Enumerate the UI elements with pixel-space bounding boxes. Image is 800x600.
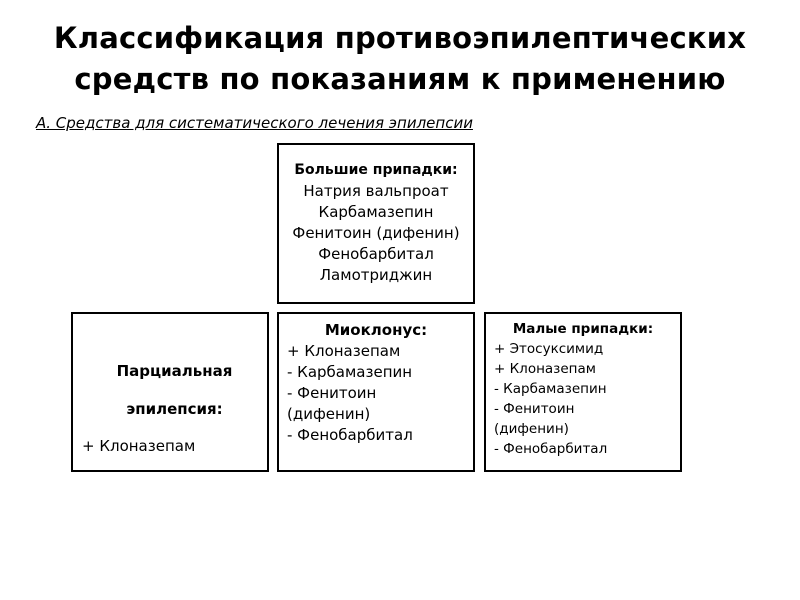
drug-item: - Карбамазепин — [287, 363, 413, 381]
drug-item: - Фенитоин — [287, 384, 377, 402]
box-myoclonus — [277, 312, 475, 472]
box-heading: Миоклонус: — [324, 321, 428, 339]
drug-item: Фенобарбитал — [318, 245, 434, 263]
drug-item: - Карбамазепин — [494, 381, 607, 397]
box-partial-epilepsy — [71, 312, 269, 472]
box-heading-line-1: Парциальная — [116, 362, 233, 380]
box-minor-seizures — [484, 312, 682, 472]
drug-item: - Фенобарбитал — [287, 426, 413, 444]
drug-item: Натрия вальпроат — [303, 182, 449, 200]
section-subtitle: А. Средства для систематического лечения эпилепсии — [36, 114, 473, 132]
box-major-seizures — [277, 143, 475, 304]
drug-item: + Клоназепам — [82, 437, 196, 455]
drug-item: (дифенин) — [494, 421, 569, 437]
drug-item: Карбамазепин — [318, 203, 434, 221]
box-heading: Малые припадки: — [512, 321, 654, 337]
drug-item: - Фенобарбитал — [494, 441, 608, 457]
title-line-2: средств по показаниям к применению — [74, 62, 726, 96]
drug-item: Фенитоин (дифенин) — [292, 224, 460, 242]
page-title — [0, 18, 800, 100]
drug-item: + Клоназепам — [287, 342, 401, 360]
box-heading-line-2: эпилепсия: — [126, 400, 223, 418]
drug-item: + Этосуксимид — [494, 341, 604, 357]
drug-item: + Клоназепам — [494, 361, 596, 377]
drug-item: Ламотриджин — [319, 266, 433, 284]
drug-item: (дифенин) — [287, 405, 371, 423]
drug-item: - Фенитоин — [494, 401, 575, 417]
title-line-1: Классификация противоэпилептических — [53, 21, 747, 55]
box-heading: Большие припадки: — [294, 162, 458, 178]
